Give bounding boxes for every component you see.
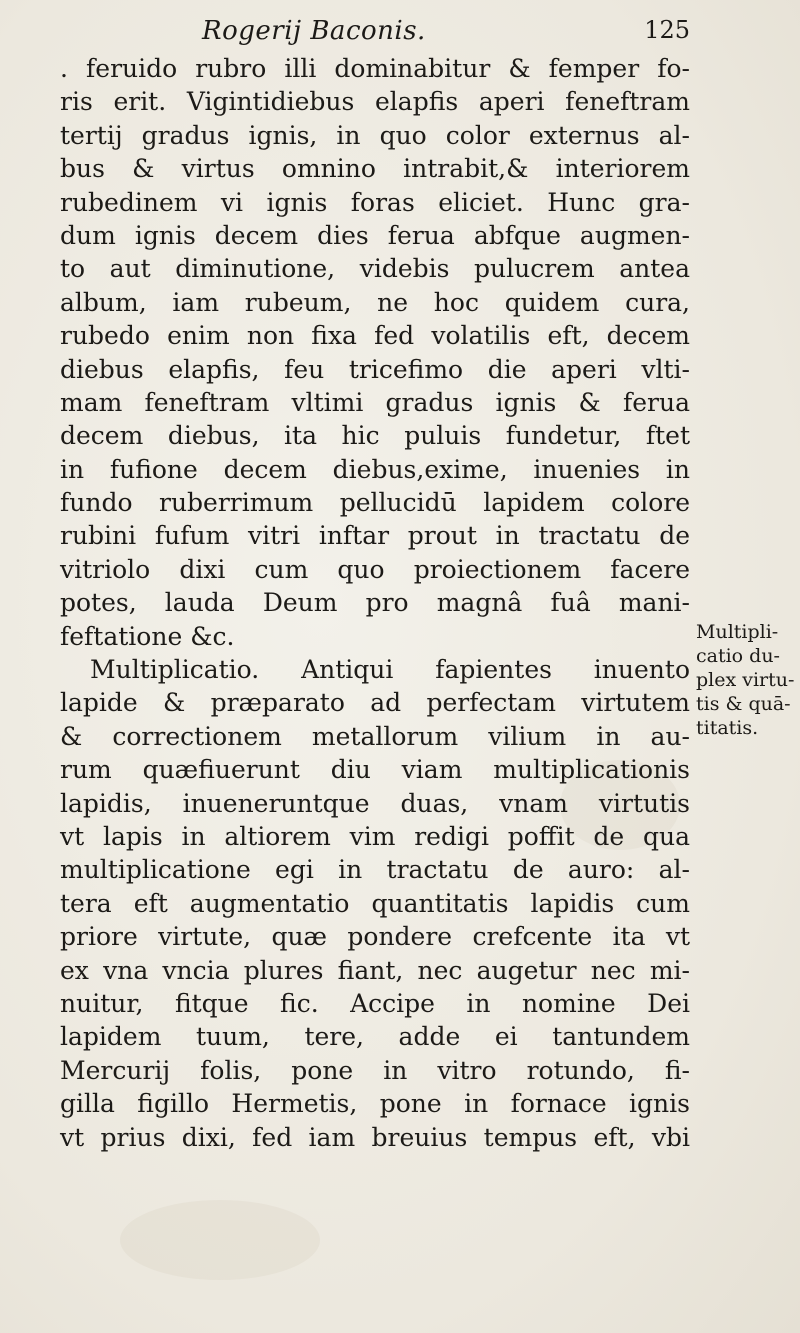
text-line: lapide & præparato ad perfectam virtutem: [60, 688, 690, 718]
text-line: rubedo enim non fixa fed volatilis eft, decem: [60, 321, 690, 351]
text-line: rum quæfiuerunt diu viam multiplicationis: [60, 755, 690, 785]
text-line: in fufione decem diebus,exime, inuenies in: [60, 454, 690, 484]
text-line: feftatione &c.: [60, 621, 235, 651]
margin-note-line: plex virtu-: [696, 669, 795, 691]
text-line: nuitur, fitque fic. Accipe in nomine Dei: [60, 988, 690, 1018]
text-line: rubedinem vi ignis foras eliciet. Hunc gra-: [60, 187, 690, 217]
margin-note-line: titatis.: [696, 717, 759, 739]
text-line: diebus elapfis, feu tricefimo die aperi vlti-: [60, 354, 690, 384]
text-line: multiplicatione egi in tractatu de auro: al-: [60, 855, 690, 885]
text-line: . feruido rubro illi dominabitur & femper fo-: [60, 54, 690, 83]
text-line: tera eft augmentatio quantitatis lapidis cum: [60, 888, 690, 918]
text-line: gilla figillo Hermetis, pone in fornace ignis: [60, 1089, 690, 1119]
page-number: 125: [644, 16, 690, 44]
page-header: [50, 16, 690, 56]
text-line: priore virtute, quæ pondere crefcente ita vt: [60, 922, 690, 952]
margin-note-line: Multipli-: [696, 621, 779, 643]
text-line: & correctionem metallorum vilium in au-: [60, 721, 690, 751]
text-line: vitriolo dixi cum quo proiectionem facere: [60, 554, 690, 584]
text-line: potes, lauda Deum pro magnâ fuâ mani-: [60, 588, 690, 618]
text-line: fundo ruberrimum pellucidū lapidem colore: [60, 488, 690, 518]
margin-note-line: catio du-: [696, 645, 780, 667]
running-title: Rogerij Baconis.: [202, 16, 426, 46]
text-line: lapidis, inueneruntque duas, vnam virtutis: [60, 788, 690, 818]
text-line: tertij gradus ignis, in quo color externus al-: [60, 120, 690, 150]
text-line: mam feneftram vltimi gradus ignis & ferua: [60, 387, 690, 417]
text-line: vt prius dixi, fed iam breuius tempus eft, vbi: [60, 1122, 690, 1152]
text-line: Multiplicatio. Antiqui fapientes inuento: [90, 655, 690, 685]
text-line: to aut diminutione, videbis pulucrem antea: [60, 254, 690, 284]
paper-stain: [120, 1200, 320, 1280]
margin-note-line: tis & quā-: [696, 693, 791, 715]
text-line: bus & virtus omnino intrabit,& interiorem: [60, 154, 690, 184]
text-line: Mercurij folis, pone in vitro rotundo, fi-: [60, 1055, 690, 1085]
text-line: vt lapis in altiorem vim redigi poffit de qua: [60, 821, 690, 851]
main-text: [60, 52, 690, 1154]
text-line: dum ignis decem dies ferua abfque augmen-: [60, 220, 690, 250]
text-line: rubini fufum vitri inftar prout in tractatu de: [60, 521, 690, 551]
text-line: album, iam rubeum, ne hoc quidem cura,: [60, 287, 690, 317]
text-line: ris erit. Vigintidiebus elapfis aperi feneftram: [60, 87, 690, 117]
margin-note: [696, 620, 796, 740]
text-line: decem diebus, ita hic puluis fundetur, ftet: [60, 421, 690, 451]
text-line: ex vna vncia plures fiant, nec augetur nec mi-: [60, 955, 690, 985]
text-line: lapidem tuum, tere, adde ei tantundem: [60, 1022, 690, 1052]
